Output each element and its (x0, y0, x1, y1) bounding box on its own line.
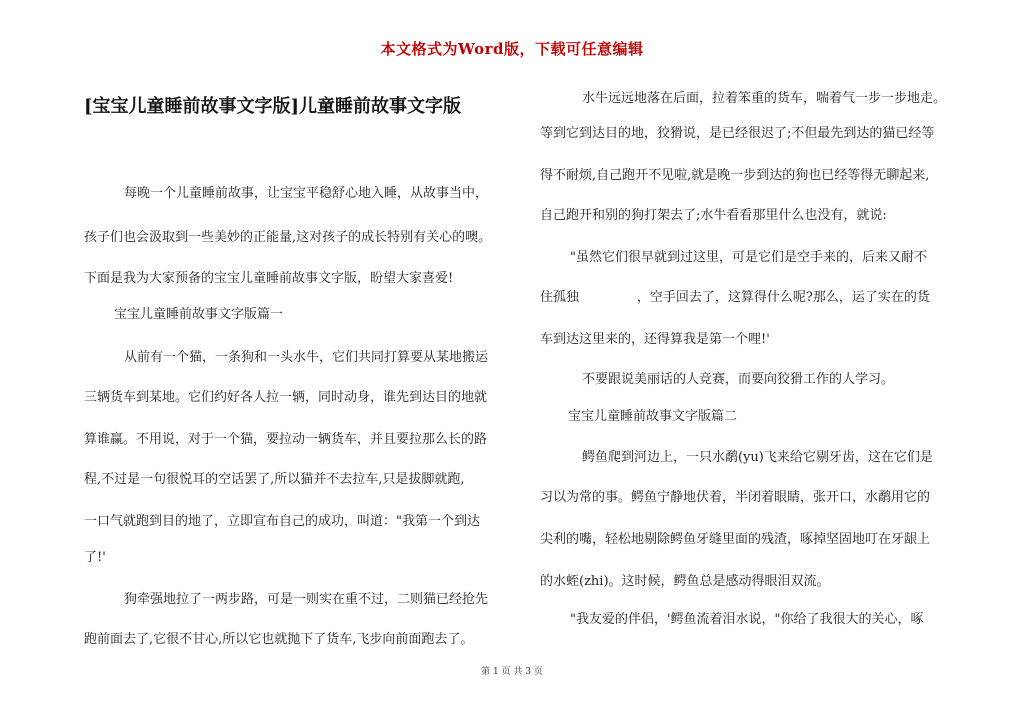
left-text-line: 三辆货车到某地。它们约好各人拉一辆，同时动身，谁先到达目的地就 (84, 390, 488, 405)
left-text-line: 一口气就跑到目的地了，立即宣布自己的成功，叫道："我第一个到达 (84, 514, 480, 529)
page-footer: 第 1 页 共 3 页 (481, 667, 543, 677)
left-text-line: 狗牵强地拉了一两步路，可是一则实在重不过，二则猫已经抢先 (124, 592, 489, 607)
right-text-line: 得不耐烦,自己跑开不见啦,就是晚一步到达的狗也已经等得无聊起来, (540, 168, 930, 183)
right-text-line: 的水蛭(zhi)。这时候，鳄鱼总是感动得眼泪双流。 (540, 574, 830, 589)
right-text-line: 等到它到达目的地，狡猾说，是已经很迟了;不但最先到达的猫已经等 (540, 126, 935, 141)
left-text-line: 了!' (84, 550, 106, 565)
left-text-line: 跑前面去了,它很不甘心,所以它也就抛下了货车,飞步向前面跑去了。 (84, 632, 474, 647)
document-title: [宝宝儿童睡前故事文字版]儿童睡前故事文字版 (84, 96, 462, 117)
right-text-line: 自己跑开和别的狗打架去了;水牛看看那里什么也没有，就说: (540, 208, 887, 223)
right-text-line: 住孤独 ，空手回去了，这算得什么呢?那么，运了实在的货 (540, 290, 930, 305)
left-text-line: 下面是我为大家预备的宝宝儿童睡前故事文字版，盼望大家喜爱! (84, 271, 454, 286)
left-text-line: 程,不过是一句很悦耳的空话罢了,所以猫并不去拉车,只是拔脚就跑, (84, 472, 465, 487)
right-text-line: 鳄鱼爬到河边上，一只水鹬(yu)飞来给它剔牙齿，这在它们是 (582, 450, 933, 465)
right-text-line: 尖利的嘴，轻松地剔除鳄鱼牙缝里面的残渣，啄掉坚固地叮在牙龈上 (540, 532, 931, 547)
right-text-line: 水牛远远地落在后面，拉着笨重的货车，喘着气一步一步地走。 (582, 91, 947, 106)
right-text-line: "我友爱的伴侣，'鳄鱼流着泪水说，"你给了我很大的关心，啄 (570, 612, 924, 627)
right-text-line: 习以为常的事。鳄鱼宁静地伏着，半闭着眼睛，张开口，水鹬用它的 (540, 490, 931, 505)
right-text-line: 车到达这里来的，还得算我是第一个哩!' (540, 332, 770, 347)
left-text-line: 孩子们也会汲取到一些美妙的正能量,这对孩子的成长特别有关心的噢。 (84, 230, 492, 245)
left-text-line: 算谁赢。不用说，对于一个猫，要拉动一辆货车，并且要拉那么长的路 (84, 432, 488, 447)
right-text-line: 不要跟说美丽话的人竞赛，而要向狡猾工作的人学习。 (582, 372, 895, 387)
left-text-line: 从前有一个猫，一条狗和一头水牛，它们共同打算要从某地搬运 (124, 350, 489, 365)
right-text-line: "虽然它们很早就到过这里，可是它们是空手来的，后来又耐不 (570, 250, 927, 265)
left-text-line: 每晚一个儿童睡前故事，让宝宝平稳舒心地入睡，从故事当中， (124, 186, 489, 201)
right-text-line: 宝宝儿童睡前故事文字版篇二 (568, 409, 738, 424)
left-text-line: 宝宝儿童睡前故事文字版篇一 (114, 307, 284, 322)
word-format-banner: 本文格式为Word版，下载可任意编辑 (380, 40, 644, 58)
